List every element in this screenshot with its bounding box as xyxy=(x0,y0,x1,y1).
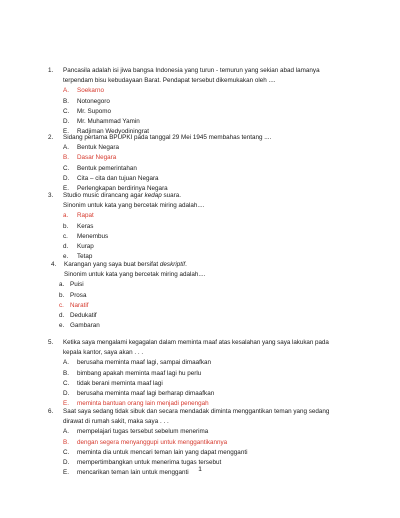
question-3 xyxy=(48,191,366,262)
option: C. Bentuk pemerintahan xyxy=(63,164,137,172)
question-text-line: kepala kantor, saya akan . . . xyxy=(63,349,144,357)
option: D. Cita – cita dan tujuan Negara xyxy=(63,174,159,182)
option-correct: B. dengan segera menyanggupi untuk menggantikannya xyxy=(63,438,228,446)
question-number: 2. xyxy=(48,134,54,141)
option-correct: B. Dasar Negara xyxy=(63,154,117,162)
question-text-line: Sinonim untuk kata yang bercetak miring adalah.... xyxy=(64,271,206,279)
option-correct: a. Rapat xyxy=(63,212,94,220)
question-5 xyxy=(48,338,366,409)
option: B. bimbang apakah meminta maaf lagi hu perlu xyxy=(63,369,202,377)
option: e. Tetap xyxy=(63,253,93,261)
option: b. Keras xyxy=(63,222,94,230)
question-2 xyxy=(48,133,366,194)
option: b. Prosa xyxy=(59,291,87,299)
question-text-line: terpendam bisu kebudayaan Barat. Pendapat tersebut dikemukakan oleh .... xyxy=(63,77,276,85)
question-text-line: Studio music dirancang agar kedap suara. xyxy=(63,192,181,199)
question-number: 1. xyxy=(48,67,54,74)
option: c. Menembus xyxy=(63,232,109,240)
page-number: 1 xyxy=(198,466,202,473)
option: d. Dedukatif xyxy=(59,312,97,320)
option: A. Bentuk Negara xyxy=(63,144,120,152)
option: A. mempelajari tugas tersebut sebelum menerima xyxy=(63,428,209,436)
option-correct: c. Naratif xyxy=(59,301,89,309)
question-text-line: Sidang pertama BPUPKI pada tanggal 29 Mei 1945 membahas tentang .... xyxy=(63,134,272,141)
option: C. meminta dia untuk mencari teman lain yang dapat mengganti xyxy=(63,448,248,456)
question-text-line: dirawat di rumah sakit, maka saya . . . xyxy=(63,418,169,426)
option-correct: E. meminta bantuan orang lain menjadi penengah xyxy=(63,400,209,408)
question-4 xyxy=(51,260,366,331)
option: E. mencarikan teman lain untuk mengganti xyxy=(63,469,189,477)
question-text-line: Saat saya sedang tidak sibuk dan secara mendadak diminta menggantikan teman yang sedang xyxy=(63,408,330,415)
option: B. Notonegoro xyxy=(63,97,110,105)
question-number: 3. xyxy=(48,192,54,199)
option: D. Mr. Muhammad Yamin xyxy=(63,118,140,126)
question-text-line: Karangan yang saya buat bersifat deskriptif. xyxy=(64,261,187,268)
option: d. Kurap xyxy=(63,243,94,251)
question-text-line: Sinonim untuk kata yang bercetak miring adalah.... xyxy=(63,202,205,210)
option: D. berusaha meminta maaf lagi berharap dimaafkan xyxy=(63,390,215,398)
option: C. tidak berani meminta maaf lagi xyxy=(63,379,163,387)
option: a. Puisi xyxy=(59,281,84,289)
option: D. mempertimbangkan untuk menerima tugas tersebut xyxy=(63,459,222,467)
option: e. Gambaran xyxy=(59,322,100,330)
question-number: 6. xyxy=(48,408,54,415)
option-correct: A. Soekarno xyxy=(63,87,104,95)
option: E. Perlengkapan berdirinya Negara xyxy=(63,185,168,193)
question-number: 5. xyxy=(48,339,54,346)
question-number: 4. xyxy=(51,261,57,268)
question-text-line: Pancasila adalah isi jiwa bangsa Indonesia yang turun - temurun yang sekian abad lamanya xyxy=(63,67,320,74)
question-1 xyxy=(48,66,366,137)
option: E. Radjiman Wedyodiningrat xyxy=(63,128,149,136)
option: A. berusaha meminta maaf lagi, sampai dimaafkan xyxy=(63,359,212,367)
question-text-line: Ketika saya mengalami kegagalan dalam meminta maaf atas kesalahan yang saya lakukan pada xyxy=(63,339,329,346)
option: C. Mr. Supomo xyxy=(63,107,111,115)
